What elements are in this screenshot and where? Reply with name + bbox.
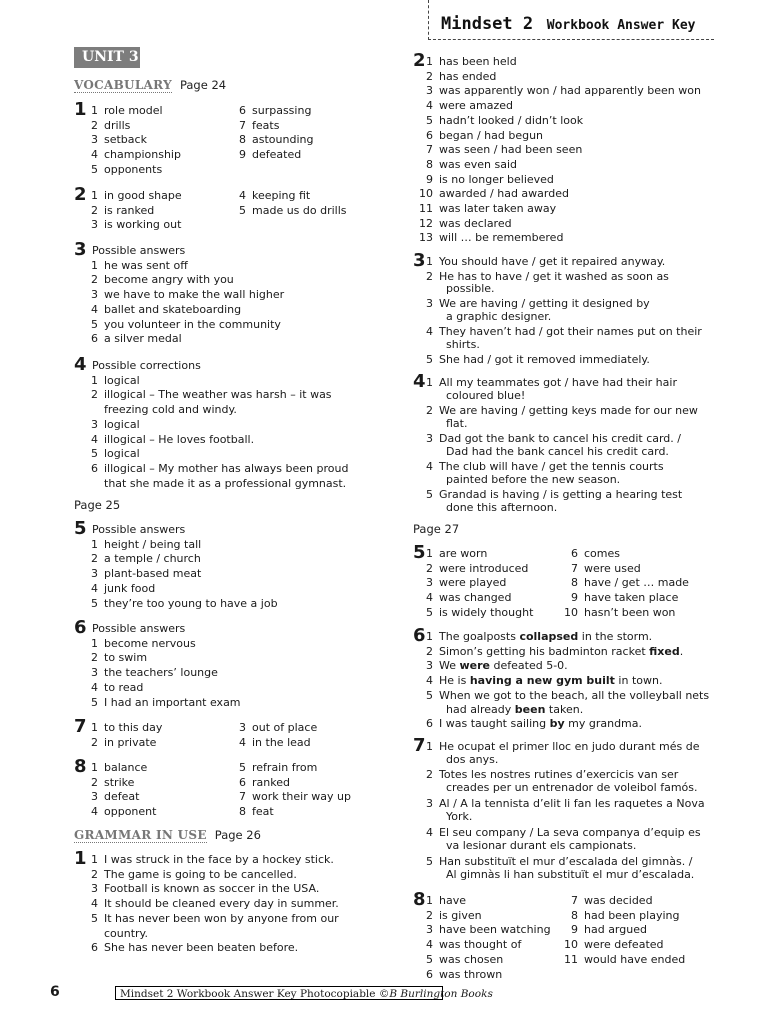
answer: the teachers’ lounge xyxy=(104,666,218,680)
exercise-intro: Possible corrections xyxy=(92,359,201,372)
exercise-number: 4 xyxy=(74,354,87,375)
page-label: Page 25 xyxy=(74,498,121,512)
answer-continued: country. xyxy=(104,926,148,940)
answer: keeping fit xyxy=(252,189,311,202)
answer: have been watching xyxy=(439,923,551,937)
answer: He has to have / get it washed as soon as xyxy=(439,269,669,283)
answer: have taken place xyxy=(584,591,679,605)
answer: defeated xyxy=(252,148,302,162)
answer: astounding xyxy=(252,133,314,147)
answer: logical xyxy=(104,417,140,431)
answer-text: We xyxy=(439,659,460,673)
answer: were used xyxy=(584,561,641,575)
answer: is given xyxy=(439,908,482,922)
exercise-number: 5 xyxy=(74,518,87,539)
answer-continued: coloured blue! xyxy=(446,389,526,403)
answer: were introduced xyxy=(439,561,529,575)
answer-continued: that she made it as a professional gymnast. xyxy=(104,476,347,490)
answer: was apparently won / had apparently been won xyxy=(439,84,701,98)
answer: were amazed xyxy=(439,99,514,113)
answer-text: He is xyxy=(439,674,470,688)
answer: is widely thought xyxy=(439,605,534,619)
answer: She has never been beaten before. xyxy=(104,941,299,955)
exercise-number: 7 xyxy=(413,735,426,756)
answer-text: in the storm. xyxy=(578,630,653,643)
answer: strike xyxy=(104,775,135,789)
answer: setback xyxy=(104,133,147,147)
answer: were played xyxy=(439,576,507,590)
answer: comes xyxy=(584,547,620,560)
answer-continued: shirts. xyxy=(446,338,480,352)
answer-highlight: been xyxy=(514,702,546,716)
answer: refrain from xyxy=(252,761,318,774)
answer: he was sent off xyxy=(104,258,188,272)
answer-text: I was taught sailing xyxy=(439,717,550,731)
answer-highlight: having a new gym built xyxy=(469,674,615,688)
answer-highlight: were xyxy=(459,659,491,673)
answer: was changed xyxy=(439,591,512,605)
answer: have / get … made xyxy=(584,576,689,590)
exercise-intro: Possible answers xyxy=(92,523,186,536)
answer-highlight: fixed xyxy=(649,644,680,658)
answer: I was struck in the face by a hockey stick. xyxy=(104,853,334,866)
answer: out of place xyxy=(252,721,318,734)
answer: It should be cleaned every day in summer. xyxy=(104,897,339,911)
answer-text: defeated 5-0. xyxy=(490,659,568,673)
answer: defeat xyxy=(104,790,140,804)
header-title: Mindset 2 xyxy=(441,14,534,34)
answer: was chosen xyxy=(439,952,504,966)
answer: have xyxy=(439,894,466,907)
exercise-number: 5 xyxy=(413,542,426,563)
answer: drills xyxy=(104,118,131,132)
answer: logical xyxy=(104,373,140,387)
answer: in private xyxy=(104,735,157,749)
answer: a temple / church xyxy=(104,552,201,566)
answer: plant-based meat xyxy=(104,567,202,581)
answer: The game is going to be cancelled. xyxy=(104,867,297,881)
answer: You should have / get it repaired anyway. xyxy=(439,255,666,268)
exercise-number: 4 xyxy=(413,371,426,392)
answer: opponent xyxy=(104,805,157,819)
answer: junk food xyxy=(104,581,156,595)
answer: was decided xyxy=(584,894,653,907)
answer: Han substituït el mur d’escalada del gimnàs. / xyxy=(439,855,693,868)
exercise-number: 7 xyxy=(74,716,87,737)
unit-label: UNIT 3 xyxy=(74,47,140,68)
answer: I had an important exam xyxy=(104,695,241,709)
answer: role model xyxy=(104,104,163,117)
answer: They haven’t had / got their names put on their xyxy=(439,325,702,338)
answer: to read xyxy=(104,680,144,694)
answer: balance xyxy=(104,761,148,774)
answer: feats xyxy=(252,118,280,132)
answer-continued: possible. xyxy=(446,282,495,296)
answer-continued: Dad had the bank cancel his credit card. xyxy=(446,445,669,459)
answer-text: The goalposts xyxy=(439,630,520,643)
answer-text: . xyxy=(679,644,684,658)
answer: It has never been won by anyone from our xyxy=(104,911,339,925)
answer: you volunteer in the community xyxy=(104,317,281,331)
answer-continued: flat. xyxy=(446,417,468,431)
answer-continued: dos anys. xyxy=(446,753,499,767)
footer-brand: B Burlington Books xyxy=(389,988,493,1000)
answer: hadn’t looked / didn’t look xyxy=(439,113,584,127)
section-title: GRAMMAR IN USE xyxy=(74,828,207,842)
footer-copyright xyxy=(115,986,493,1000)
section-page: Page 24 xyxy=(179,78,227,92)
answer: championship xyxy=(104,148,181,162)
answer: Totes les nostres rutines d’exercicis van ser xyxy=(439,768,679,781)
answer-text: Simon’s getting his badminton racket xyxy=(439,644,650,658)
exercise-number: 8 xyxy=(74,756,87,777)
header-subtitle: Workbook Answer Key xyxy=(546,18,696,33)
answer: has been held xyxy=(439,55,517,68)
answer-highlight: by xyxy=(549,717,565,731)
exercise-number: 6 xyxy=(74,617,87,638)
grammar-header xyxy=(74,828,261,842)
answer: has ended xyxy=(439,69,497,83)
answer: Dad got the bank to cancel his credit card. / xyxy=(439,432,681,445)
answer: had argued xyxy=(584,923,647,937)
exercise-number: 2 xyxy=(74,184,87,205)
exercise-number: 3 xyxy=(413,250,426,271)
answer-continued: a graphic designer. xyxy=(446,310,552,324)
answer: ranked xyxy=(252,775,290,789)
answer-continued: painted before the new season. xyxy=(446,473,621,487)
answer-continued: York. xyxy=(446,810,473,824)
answer: was even said xyxy=(439,157,517,171)
answer: surpassing xyxy=(252,104,312,117)
answer: began / had begun xyxy=(439,128,544,142)
answer: become angry with you xyxy=(104,273,234,287)
answer: is no longer believed xyxy=(439,172,554,186)
answer: He ocupat el primer lloc en judo durant més de xyxy=(439,740,700,753)
page-number: 6 xyxy=(50,984,60,1000)
exercise-number: 8 xyxy=(413,889,426,910)
answer-text: had already xyxy=(446,702,515,716)
answer-continued: freezing cold and windy. xyxy=(104,403,237,417)
exercise-number: 2 xyxy=(413,50,426,71)
answer-continued: va lesionar durant els campionats. xyxy=(446,839,637,853)
answer: in the lead xyxy=(252,735,311,749)
exercise-number: 1 xyxy=(74,99,87,120)
answer-text: taken. xyxy=(545,702,584,716)
exercise-intro: Possible answers xyxy=(92,244,186,257)
answer: logical xyxy=(104,447,140,461)
vocabulary-header xyxy=(74,78,226,92)
answer: Football is known as soccer in the USA. xyxy=(104,882,320,896)
answer: awarded / had awarded xyxy=(439,187,569,201)
answer: in good shape xyxy=(104,189,182,202)
section-title: VOCABULARY xyxy=(74,78,172,92)
answer: illogical – The weather was harsh – it was xyxy=(104,388,332,402)
answer: was declared xyxy=(439,216,512,230)
answer: She had / got it removed immediately. xyxy=(439,353,650,366)
answer: will … be remembered xyxy=(439,231,564,245)
section-page: Page 26 xyxy=(214,828,261,842)
answer: we have to make the wall higher xyxy=(104,288,285,302)
answer: a silver medal xyxy=(104,332,182,346)
answer: El seu company / La seva companya d’equip es xyxy=(439,826,701,839)
answer: Grandad is having / is getting a hearing test xyxy=(439,488,683,501)
answer: We are having / getting it designed by xyxy=(439,297,650,310)
answer-continued: Al gimnàs li han substituït el mur d’escalada. xyxy=(446,868,695,882)
answer: Al / A la tennista d’elit li fan les raquetes a Nova xyxy=(439,797,705,810)
answer-text: in town. xyxy=(614,674,663,688)
answer: is ranked xyxy=(104,203,155,217)
answer: The club will have / get the tennis courts xyxy=(439,460,664,473)
answer: made us do drills xyxy=(252,203,347,217)
answer-highlight: collapsed xyxy=(519,630,579,643)
answer: is working out xyxy=(104,218,182,232)
answer-text: my grandma. xyxy=(564,717,643,731)
exercise-number: 6 xyxy=(413,625,426,646)
answer: become nervous xyxy=(104,636,196,650)
answer: was later taken away xyxy=(439,202,557,215)
exercise-number: 1 xyxy=(74,848,87,869)
answer: work their way up xyxy=(252,790,351,804)
answer: would have ended xyxy=(584,952,686,966)
answer: was thrown xyxy=(439,967,503,981)
answer: they’re too young to have a job xyxy=(104,596,278,610)
answer-continued: creades per un entrenador de voleibol famós. xyxy=(446,781,698,795)
answer: height / being tall xyxy=(104,537,202,551)
answer: illogical – My mother has always been proud xyxy=(104,461,349,475)
answer: had been playing xyxy=(584,908,680,922)
answer-continued: done this afternoon. xyxy=(446,501,558,515)
answer: opponents xyxy=(104,162,163,176)
answer: to this day xyxy=(104,721,163,734)
footer-text: Mindset 2 Workbook Answer Key Photocopiable © xyxy=(120,988,390,1000)
answer: are worn xyxy=(439,547,488,560)
answer: to swim xyxy=(104,651,148,665)
exercise-intro: Possible answers xyxy=(92,622,186,635)
answer: When we got to the beach, all the volleyball nets xyxy=(439,688,710,702)
answer: hasn’t been won xyxy=(584,605,676,619)
answer: feat xyxy=(252,805,274,819)
exercise-number: 3 xyxy=(74,239,87,260)
answer: was seen / had been seen xyxy=(439,143,583,157)
answer-key-page: Mindset 2 Workbook Answer Key UNIT 3 VOCABULARY Page 24 1 1 role model 2 drills 3 setback 4 championship 5 opponents 6 surpassing 7 feats 8 astounding 9 defeated 2 1 in good shape 2 is ranked 3 is working out 4 keeping fit 5 made us do drills 3 Possible answers 1 he was sent off 2 become angry with you 3 we have to make the wall higher 4 ballet and skateboarding 5 you volunteer in the community 6 a silver medal 4 Possible corrections 1 logical 2 illogical – The weather was harsh – it was freezing cold and windy. 3 logical 4 illogical – He loves football. 5 logical 6 illogical – My mother has always been proud that she made it as a professional gymnast. Page 25 5 Possible answers 1 height / being tall 2 a temple / church 3 plant-based meat 4 junk food 5 they’re too young to have a job 6 Possible answers 1 become nervous 2 to swim 3 the teachers’ lounge 4 to read 5 I had an important exam 7 1 to this day 2 in private 3 out of place 4 in the lead 8 1 balance 2 strike 3 defeat 4 opponent 5 refrain from 6 ranked 7 work their way up 8 feat GRAMMAR IN USE Page 26 1 1 I was struck in the face by a hockey stick. 2 The game is going to be cancelled. 3 Football is known as soccer in the USA. 4 It should be cleaned every day in summer. 5 It has never been won by anyone from our country. 6 She has never been beaten before. 2 1 has been held 2 has ended 3 was apparently won / had apparently been won 4 were amazed 5 hadn’t looked / didn’t look 6 began / had begun 7 was seen / had been seen 8 was even said 9 is no longer believed 10 awarded / had awarded 11 was later taken away 12 was declared 13 will … be remembered 3 1 You should have / get it repaired anyway. 2 He has to have / get it washed as soon as possible. 3 We are having / getting it designed by a graphic designer. 4 They haven’t had / got their names put on their shirts. 5 She had / got it removed immediately. 4 1 All my teammates got / have had their hair coloured blue! 2 We are having / getting keys made for our new flat. 3 Dad got the bank to cancel his credit card. / Dad had the bank cancel his credit card. 4 The club will have / get the tennis courts painted before the new season. 5 Grandad is having / is getting a hearing test done this afternoon. Page 27 5 1 are worn 2 were introduced 3 were played 4 was changed 5 is widely thought 6 comes 7 were used 8 have / get … made 9 have taken place 10 hasn’t been won 6 1 The goalposts collapsed in the storm. 2 Simon’s getting his badminton racket fixed. 3 We were defeated 5-0. 4 He is having a new gym built in town. 5 When we got to the beach, all the volleyball nets had already been taken. 6 I was taught sailing by my grandma. 7 1 He ocupat el primer lloc en judo durant més de dos anys. 2 Totes les nostres rutines d’exercicis van ser creades per un entrenador de voleibol famós. 3 Al / A la tennista d’elit li fan les raquetes a Nova York. 4 El seu company / La seva companya d’equip es va lesionar durant els campionats. 5 Han substituït el mur d’escalada del gimnàs. / Al gimnàs li han substituït el mur d’escalada. 8 1 have 2 is given 3 have been watching 4 was thought of 5 was chosen 6 was thrown 7 was decided 8 had been playing 9 had argued 10 were defeated 11 would have ended 6 Mindset 2 Workbook Answer Key Photocopiable ©B Burlington Books xyxy=(0,0,768,1024)
answer: We are having / getting keys made for our new xyxy=(439,404,698,417)
answer: was thought of xyxy=(439,938,522,952)
page-label: Page 27 xyxy=(413,522,460,536)
answer: ballet and skateboarding xyxy=(104,302,242,316)
answer: illogical – He loves football. xyxy=(104,432,255,446)
answer: All my teammates got / have had their hair xyxy=(439,376,677,389)
page-header xyxy=(428,0,714,40)
answer: were defeated xyxy=(584,938,664,952)
